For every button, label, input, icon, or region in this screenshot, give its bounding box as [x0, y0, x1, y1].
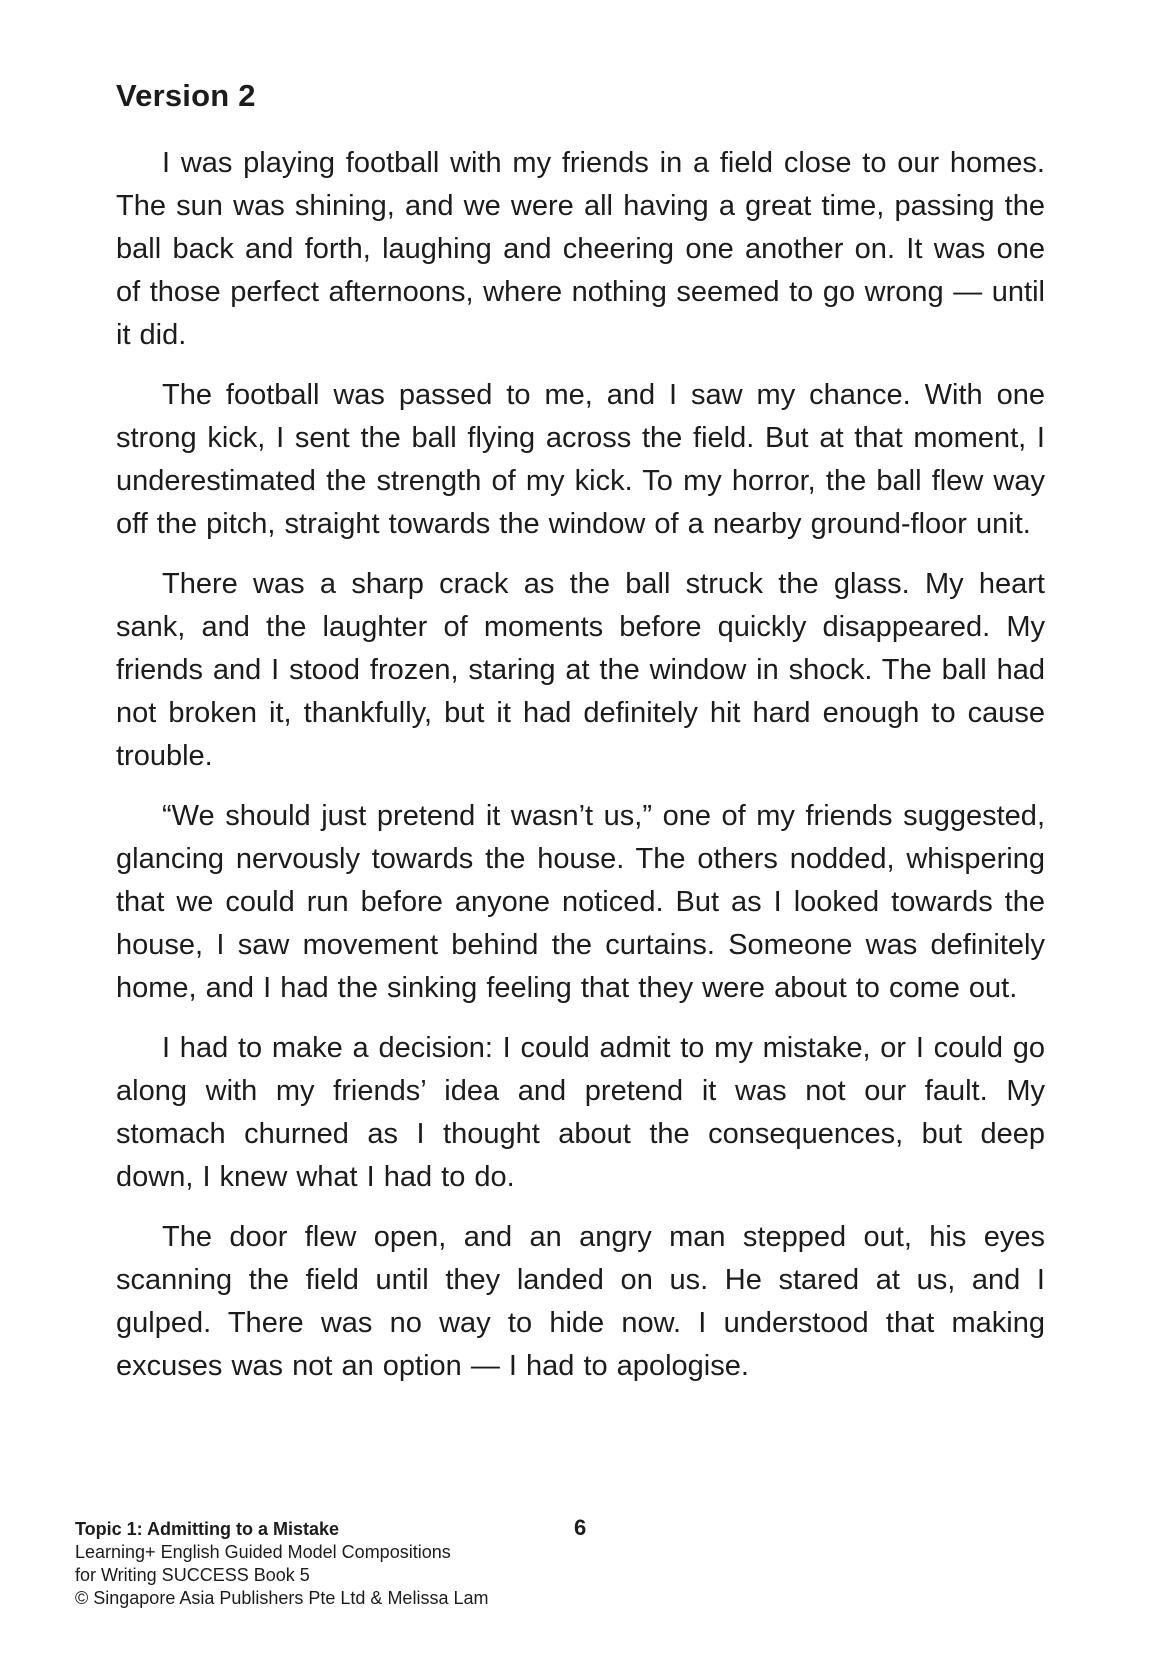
paragraph-2: The football was passed to me, and I saw my chance. With one strong kick, I sent the ball flying across the field. But at that moment, I underestimated the strength of my kick. To my horror, the ball flew way off the pitch, straight towards the window of a nearby ground-floor unit.	[116, 379, 1045, 540]
page-footer	[75, 1518, 488, 1610]
paragraph-3: There was a sharp crack as the ball struck the glass. My heart sank, and the laughter of moments before quickly disappeared. My friends and I stood frozen, staring at the window in shock. The ball had not broken it, thankfully, but it had definitely hit hard enough to cause trouble.	[116, 568, 1045, 772]
section-heading: Version 2	[116, 78, 256, 113]
paragraph-1: I was playing football with my friends in a field close to our homes. The sun was shining, and we were all having a great time, passing the ball back and forth, laughing and cheering one another on. It was one of those perfect afternoons, where nothing seemed to go wrong — until it did.	[116, 147, 1045, 351]
composition-body	[116, 142, 1045, 1405]
footer-book-title-line2: for Writing SUCCESS Book 5	[75, 1565, 310, 1585]
footer-copyright: © Singapore Asia Publishers Pte Ltd & Melissa Lam	[75, 1588, 489, 1608]
paragraph-4: “We should just pretend it wasn’t us,” one of my friends suggested, glancing nervously towards the house. The others nodded, whispering that we could run before anyone noticed. But as I looked towards the house, I saw movement behind the curtains. Someone was definitely home, and I had the sinking feeling that they were about to come out.	[116, 800, 1045, 1004]
page-number: 6	[574, 1515, 587, 1540]
paragraph-5: I had to make a decision: I could admit to my mistake, or I could go along with my friends’ idea and pretend it was not our fault. My stomach churned as I thought about the consequences, but deep down, I knew what I had to do.	[116, 1032, 1045, 1193]
footer-topic: Topic 1: Admitting to a Mistake	[75, 1519, 340, 1539]
footer-book-title-line1: Learning+ English Guided Model Compositions	[75, 1542, 451, 1562]
paragraph-6: The door flew open, and an angry man stepped out, his eyes scanning the field until they landed on us. He stared at us, and I gulped. There was no way to hide now. I understood that making excuses was not an option — I had to apologise.	[116, 1221, 1045, 1382]
